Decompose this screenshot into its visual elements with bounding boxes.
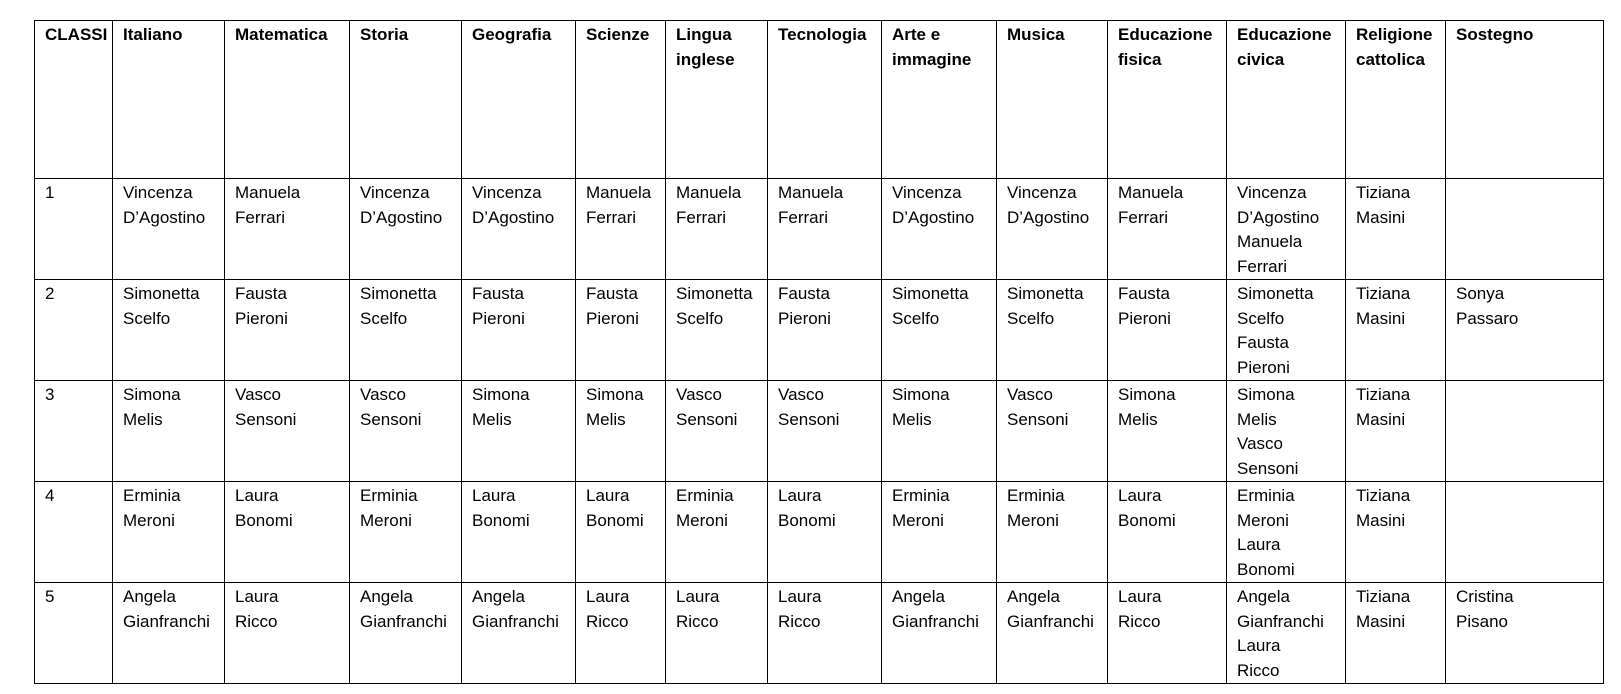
- cell-text-line: Matematica: [235, 25, 328, 44]
- cell-text-line: Vincenza: [123, 183, 193, 202]
- cell-text-line: Sensoni: [235, 409, 297, 429]
- table-body: [35, 179, 1604, 684]
- cell-text-line: Sostegno: [1456, 25, 1534, 44]
- class-number-cell: [35, 280, 113, 381]
- cell-text-line: Ferrari: [778, 207, 829, 227]
- teacher-cell: [225, 482, 350, 583]
- cell-text-line: Simona: [586, 385, 644, 404]
- column-header-geografia: [462, 21, 576, 179]
- cell-text-line: Angela: [1007, 587, 1060, 606]
- cell-text-line: Ricco: [778, 611, 821, 631]
- cell-text-line: Vincenza: [360, 183, 430, 202]
- teacher-cell: [113, 583, 225, 684]
- cell-text-line: Masini: [1356, 510, 1406, 530]
- cell-text-line: Melis: [586, 409, 626, 429]
- teacher-cell: [768, 179, 882, 280]
- cell-text-line: Pieroni: [1118, 308, 1171, 328]
- cell-text-line: Laura: [235, 587, 279, 606]
- teacher-cell: [462, 179, 576, 280]
- cell-text-line: Scelfo: [123, 308, 171, 328]
- cell-text-line: CLASSI: [45, 25, 108, 44]
- cell-text-line: Simona: [1118, 385, 1176, 404]
- teacher-cell: [768, 482, 882, 583]
- cell-text-line: Angela: [123, 587, 176, 606]
- teacher-cell: [462, 381, 576, 482]
- cell-text-line: Pieroni: [1237, 357, 1290, 377]
- cell-text-line: Erminia: [676, 486, 734, 505]
- table-row: [35, 280, 1604, 381]
- cell-text-line: Manuela: [1237, 232, 1303, 251]
- cell-text-line: Melis: [1118, 409, 1158, 429]
- cell-text-line: 3: [45, 385, 55, 404]
- cell-text-line: Tiziana: [1356, 385, 1411, 404]
- cell-text-line: Fausta: [778, 284, 830, 303]
- cell-text-line: Pieroni: [235, 308, 288, 328]
- teacher-cell: [1108, 583, 1227, 684]
- cell-text-line: Laura: [1118, 486, 1162, 505]
- cell-text-line: Vasco: [1007, 385, 1053, 404]
- cell-text-line: Ricco: [235, 611, 278, 631]
- teacher-cell: [1108, 280, 1227, 381]
- cell-text-line: Manuela: [676, 183, 742, 202]
- cell-text-line: inglese: [676, 49, 735, 69]
- teacher-cell: [1446, 179, 1604, 280]
- cell-text-line: Simonetta: [892, 284, 969, 303]
- cell-text-line: Laura: [1237, 636, 1281, 655]
- cell-text-line: Erminia: [360, 486, 418, 505]
- cell-text-line: Fausta: [472, 284, 524, 303]
- cell-text-line: Simonetta: [1007, 284, 1084, 303]
- cell-text-line: Educazione: [1118, 25, 1213, 44]
- cell-text-line: Simonetta: [676, 284, 753, 303]
- cell-text-line: fisica: [1118, 49, 1162, 69]
- cell-text-line: Laura: [778, 587, 822, 606]
- teacher-cell: [666, 381, 768, 482]
- column-header-religione-cattolica: [1346, 21, 1446, 179]
- cell-text-line: Ferrari: [676, 207, 727, 227]
- cell-text-line: Simona: [472, 385, 530, 404]
- table-header: [35, 21, 1604, 179]
- teacher-cell: [350, 280, 462, 381]
- cell-text-line: Laura: [676, 587, 720, 606]
- teacher-assignment-table: [34, 20, 1604, 684]
- teacher-cell: [462, 583, 576, 684]
- cell-text-line: Meroni: [1007, 510, 1059, 530]
- column-header-educazione-fisica: [1108, 21, 1227, 179]
- cell-text-line: Cristina: [1456, 587, 1514, 606]
- cell-text-line: Laura: [586, 486, 630, 505]
- cell-text-line: Scelfo: [1237, 308, 1285, 328]
- cell-text-line: Melis: [892, 409, 932, 429]
- cell-text-line: Gianfranchi: [1237, 611, 1324, 631]
- class-number-cell: [35, 583, 113, 684]
- class-number-cell: [35, 482, 113, 583]
- teacher-cell: [576, 280, 666, 381]
- cell-text-line: Tiziana: [1356, 587, 1411, 606]
- cell-text-line: Arte e: [892, 25, 941, 44]
- cell-text-line: Gianfranchi: [123, 611, 210, 631]
- teacher-cell: [666, 280, 768, 381]
- teacher-cell: [462, 482, 576, 583]
- teacher-cell: [576, 179, 666, 280]
- teacher-cell: [1346, 381, 1446, 482]
- teacher-cell: [113, 381, 225, 482]
- cell-text-line: Scelfo: [892, 308, 940, 328]
- cell-text-line: Vincenza: [1237, 183, 1307, 202]
- cell-text-line: Laura: [472, 486, 516, 505]
- teacher-cell: [997, 482, 1108, 583]
- cell-text-line: Manuela: [235, 183, 301, 202]
- teacher-cell: [462, 280, 576, 381]
- teacher-cell: [576, 381, 666, 482]
- teacher-cell: [882, 179, 997, 280]
- table-row: [35, 381, 1604, 482]
- teacher-cell: [882, 381, 997, 482]
- teacher-cell: [576, 583, 666, 684]
- teacher-cell: [882, 583, 997, 684]
- cell-text-line: Manuela: [1118, 183, 1184, 202]
- cell-text-line: Vincenza: [472, 183, 542, 202]
- cell-text-line: Tiziana: [1356, 486, 1411, 505]
- cell-text-line: Sensoni: [1007, 409, 1069, 429]
- teacher-cell: [882, 482, 997, 583]
- teacher-cell: [225, 381, 350, 482]
- cell-text-line: Educazione: [1237, 25, 1332, 44]
- teacher-cell: [768, 280, 882, 381]
- cell-text-line: Scelfo: [1007, 308, 1055, 328]
- cell-text-line: D’Agostino: [1007, 207, 1090, 227]
- teacher-cell: [1346, 179, 1446, 280]
- cell-text-line: Ferrari: [235, 207, 286, 227]
- teacher-cell: [576, 482, 666, 583]
- teacher-cell: [350, 179, 462, 280]
- table-row: [35, 583, 1604, 684]
- cell-text-line: Angela: [472, 587, 525, 606]
- cell-text-line: Bonomi: [586, 510, 644, 530]
- teacher-cell: [350, 381, 462, 482]
- cell-text-line: 1: [45, 183, 55, 202]
- cell-text-line: Scelfo: [676, 308, 724, 328]
- cell-text-line: Scelfo: [360, 308, 408, 328]
- cell-text-line: Geografia: [472, 25, 552, 44]
- cell-text-line: Masini: [1356, 308, 1406, 328]
- cell-text-line: Masini: [1356, 611, 1406, 631]
- cell-text-line: Meroni: [676, 510, 728, 530]
- class-number-cell: [35, 381, 113, 482]
- cell-text-line: Manuela: [586, 183, 652, 202]
- cell-text-line: Laura: [1237, 535, 1281, 554]
- cell-text-line: D’Agostino: [123, 207, 206, 227]
- column-header-educazione-civica: [1227, 21, 1346, 179]
- cell-text-line: Meroni: [1237, 510, 1289, 530]
- cell-text-line: Sensoni: [1237, 458, 1299, 478]
- teacher-cell: [1446, 381, 1604, 482]
- cell-text-line: Melis: [472, 409, 512, 429]
- teacher-cell: [768, 381, 882, 482]
- teacher-cell: [666, 179, 768, 280]
- cell-text-line: Meroni: [360, 510, 412, 530]
- cell-text-line: Gianfranchi: [892, 611, 979, 631]
- cell-text-line: Laura: [778, 486, 822, 505]
- cell-text-line: Ricco: [1118, 611, 1161, 631]
- column-header-sostegno: [1446, 21, 1604, 179]
- cell-text-line: Vasco: [676, 385, 722, 404]
- cell-text-line: Vasco: [360, 385, 406, 404]
- cell-text-line: Fausta: [1118, 284, 1170, 303]
- teacher-cell: [997, 381, 1108, 482]
- cell-text-line: Gianfranchi: [472, 611, 559, 631]
- table-row: [35, 179, 1604, 280]
- cell-text-line: 4: [45, 486, 55, 505]
- teacher-cell: [666, 583, 768, 684]
- teacher-cell: [350, 482, 462, 583]
- teacher-cell: [225, 280, 350, 381]
- class-number-cell: [35, 179, 113, 280]
- teacher-cell: [113, 482, 225, 583]
- cell-text-line: Pieroni: [472, 308, 525, 328]
- cell-text-line: Tiziana: [1356, 284, 1411, 303]
- cell-text-line: Ferrari: [1237, 256, 1288, 276]
- cell-text-line: Simonetta: [123, 284, 200, 303]
- cell-text-line: Sensoni: [676, 409, 738, 429]
- cell-text-line: Vasco: [1237, 434, 1283, 453]
- teacher-cell: [666, 482, 768, 583]
- cell-text-line: Vincenza: [1007, 183, 1077, 202]
- cell-text-line: Vincenza: [892, 183, 962, 202]
- teacher-cell: [350, 583, 462, 684]
- cell-text-line: Erminia: [1007, 486, 1065, 505]
- cell-text-line: D’Agostino: [1237, 207, 1320, 227]
- cell-text-line: Vasco: [778, 385, 824, 404]
- teacher-cell: [882, 280, 997, 381]
- cell-text-line: Simonetta: [360, 284, 437, 303]
- cell-text-line: Gianfranchi: [1007, 611, 1094, 631]
- cell-text-line: Masini: [1356, 409, 1406, 429]
- cell-text-line: Fausta: [235, 284, 287, 303]
- table-row: [35, 482, 1604, 583]
- cell-text-line: Bonomi: [235, 510, 293, 530]
- cell-text-line: Fausta: [586, 284, 638, 303]
- cell-text-line: Simona: [1237, 385, 1295, 404]
- teacher-cell: [997, 583, 1108, 684]
- teacher-cell: [1108, 482, 1227, 583]
- cell-text-line: Laura: [586, 587, 630, 606]
- cell-text-line: Bonomi: [1118, 510, 1176, 530]
- cell-text-line: Pieroni: [778, 308, 831, 328]
- cell-text-line: Pieroni: [586, 308, 639, 328]
- column-header-tecnologia: [768, 21, 882, 179]
- column-header-musica: [997, 21, 1108, 179]
- cell-text-line: cattolica: [1356, 49, 1425, 69]
- cell-text-line: Gianfranchi: [360, 611, 447, 631]
- cell-text-line: Melis: [1237, 409, 1277, 429]
- teacher-cell: [1346, 280, 1446, 381]
- cell-text-line: Angela: [360, 587, 413, 606]
- teacher-cell: [1227, 179, 1346, 280]
- teacher-cell: [1227, 482, 1346, 583]
- cell-text-line: Angela: [892, 587, 945, 606]
- cell-text-line: Religione: [1356, 25, 1433, 44]
- column-header-arte-e-immagine: [882, 21, 997, 179]
- cell-text-line: Meroni: [123, 510, 175, 530]
- column-header-scienze: [576, 21, 666, 179]
- cell-text-line: Erminia: [892, 486, 950, 505]
- teacher-cell: [1446, 482, 1604, 583]
- cell-text-line: Laura: [1118, 587, 1162, 606]
- teacher-cell: [1346, 482, 1446, 583]
- cell-text-line: Musica: [1007, 25, 1065, 44]
- cell-text-line: Meroni: [892, 510, 944, 530]
- cell-text-line: Lingua: [676, 25, 732, 44]
- cell-text-line: Ricco: [586, 611, 629, 631]
- cell-text-line: Erminia: [123, 486, 181, 505]
- cell-text-line: Simona: [123, 385, 181, 404]
- cell-text-line: Sonya: [1456, 284, 1505, 303]
- teacher-cell: [1108, 381, 1227, 482]
- cell-text-line: Simonetta: [1237, 284, 1314, 303]
- header-row: [35, 21, 1604, 179]
- cell-text-line: Angela: [1237, 587, 1290, 606]
- cell-text-line: civica: [1237, 49, 1285, 69]
- cell-text-line: Manuela: [778, 183, 844, 202]
- teacher-cell: [1227, 280, 1346, 381]
- teacher-cell: [225, 179, 350, 280]
- cell-text-line: Ricco: [676, 611, 719, 631]
- cell-text-line: Erminia: [1237, 486, 1295, 505]
- teacher-cell: [1108, 179, 1227, 280]
- teacher-cell: [1446, 280, 1604, 381]
- cell-text-line: Ferrari: [586, 207, 637, 227]
- cell-text-line: Ferrari: [1118, 207, 1169, 227]
- teacher-cell: [768, 583, 882, 684]
- cell-text-line: Simona: [892, 385, 950, 404]
- cell-text-line: immagine: [892, 49, 972, 69]
- cell-text-line: Pisano: [1456, 611, 1508, 631]
- cell-text-line: Passaro: [1456, 308, 1519, 328]
- cell-text-line: 5: [45, 587, 55, 606]
- cell-text-line: Masini: [1356, 207, 1406, 227]
- cell-text-line: D’Agostino: [360, 207, 443, 227]
- cell-text-line: Bonomi: [472, 510, 530, 530]
- column-header-classi: [35, 21, 113, 179]
- teacher-cell: [997, 179, 1108, 280]
- column-header-italiano: [113, 21, 225, 179]
- cell-text-line: Bonomi: [1237, 559, 1295, 579]
- teacher-cell: [225, 583, 350, 684]
- cell-text-line: Sensoni: [778, 409, 840, 429]
- teacher-cell: [113, 280, 225, 381]
- cell-text-line: Ricco: [1237, 660, 1280, 680]
- cell-text-line: Fausta: [1237, 333, 1289, 352]
- cell-text-line: Italiano: [123, 25, 183, 44]
- cell-text-line: Melis: [123, 409, 163, 429]
- cell-text-line: 2: [45, 284, 55, 303]
- column-header-storia: [350, 21, 462, 179]
- cell-text-line: Sensoni: [360, 409, 422, 429]
- teacher-cell: [997, 280, 1108, 381]
- teacher-cell: [1346, 583, 1446, 684]
- cell-text-line: D’Agostino: [892, 207, 975, 227]
- teacher-cell: [1227, 583, 1346, 684]
- column-header-matematica: [225, 21, 350, 179]
- cell-text-line: Tecnologia: [778, 25, 867, 44]
- cell-text-line: Scienze: [586, 25, 650, 44]
- cell-text-line: Laura: [235, 486, 279, 505]
- column-header-lingua-inglese: [666, 21, 768, 179]
- teacher-cell: [113, 179, 225, 280]
- teacher-cell: [1227, 381, 1346, 482]
- cell-text-line: Vasco: [235, 385, 281, 404]
- teacher-cell: [1446, 583, 1604, 684]
- cell-text-line: Storia: [360, 25, 409, 44]
- cell-text-line: D’Agostino: [472, 207, 555, 227]
- cell-text-line: Tiziana: [1356, 183, 1411, 202]
- cell-text-line: Bonomi: [778, 510, 836, 530]
